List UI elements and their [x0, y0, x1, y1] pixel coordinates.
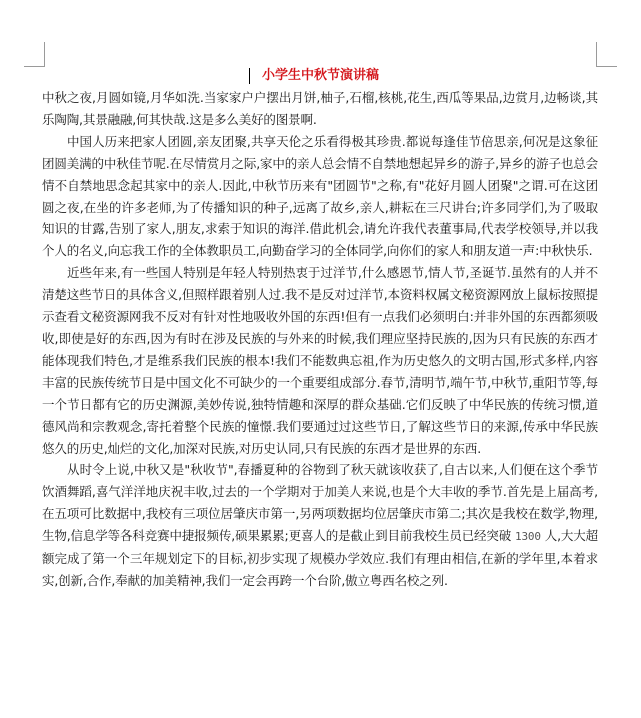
margin-corner-top-left: [24, 42, 45, 67]
paragraph-2[interactable]: 中国人历来把家人团圆,亲友团聚,共享天伦之乐看得极其珍贵.都说每逢佳节倍思亲,何况是这象征团圆美满的中秋佳节呢.在尽情赏月之际,家中的亲人总会情不自禁地想起异乡的游子,异乡的游子也总会情不自禁地思念起其家中的亲人.因此,中秋节历来有"团圆节"之称,有"花好月圆人团聚"之谓.可在这团圆之夜,在坐的许多老师,为了传播知识的种子,远离了故乡,亲人,耕耘在三尺讲台;许多同学们,为了吸取知识的甘露,告别了家人,朋友,求索于知识的海洋.借此机会,请允许我代表董事局,代表学校领导,并以我个人的名义,向忘我工作的全体教职员工,向勤奋学习的全体同学,向你们的家人和朋友道一声:中秋快乐.: [42, 133, 598, 259]
paragraph-4[interactable]: [42, 459, 598, 591]
student-count: 1300: [514, 530, 541, 544]
paragraph-3[interactable]: 近些年来,有一些国人特别是年轻人特别热衷于过洋节,什么感恩节,情人节,圣诞节.虽然有的人并不清楚这些节日的具体含义,但照样跟着别人过.我不是反对过洋节,本资料权属文秘资源网放上鼠标按照提示查看文秘资源网我不反对有针对性地吸收外国的东西!但有一点我们必须明白:并非外国的东西都须吸收,即使是好的东西,因为有时在涉及民族的与外来的时候,我们理应坚持民族的,因为只有民族的东西才能体现我们特色,才是维系我们民族的根本!我们不能数典忘祖,作为历史悠久的文明古国,形式多样,内容丰富的民族传统节日是中国文化不可缺少的一个重要组成部分.春节,清明节,端午节,中秋节,重阳节等,每一个节日都有它的历史渊源,美妙传说,独特情趣和深厚的群众基础.它们反映了中华民族的传统习惯,道德风尚和宗教观念,寄托着整个民族的憧憬.我们要通过过这些节日,了解这些节日的来源,传承中华民族悠久的历史,灿烂的文化,加深对民族,对历史认同,只有民族的东西才是世界的东西.: [42, 265, 598, 456]
document-title[interactable]: 小学生中秋节演讲稿: [261, 68, 379, 83]
paragraph-4-part-1: 从时令上说,中秋又是"秋收节",春播夏种的谷物到了秋天就该收获了,自古以来,人们便在这个季节饮酒舞蹈,喜气洋洋地庆祝丰收,过去的一个学期对于加美人来说,也是个大丰收的季节.首先是上届高考,在五项可比数据中,我校有三项位居肇庆市第一,另两项数据均位居肇庆市第二;其次是我校在数学,物理,生物,信息学等各科竞赛中捷报频传,硕果累累;更喜人的是截止到目前我校生员已经突破: [42, 462, 598, 544]
margin-corner-top-right: [596, 42, 617, 67]
document-body[interactable]: [42, 87, 598, 592]
paragraph-4-part-2: 人,大大超额完成了第一个三年规划定下的目标,初步实现了规模办学效应.我们有理由相信,在新的学年里,本着求实,创新,合作,奉献的加美精神,我们一定会再跨一个台阶,傲立粤西名校之列.: [42, 528, 598, 588]
paragraph-1[interactable]: 中秋之夜,月圆如镜,月华如洗.当家家户户摆出月饼,柚子,石榴,核桃,花生,西瓜等果品,边赏月,边畅谈,其乐陶陶,其景融融,何其快哉.这是多么美好的图景啊.: [42, 90, 598, 127]
